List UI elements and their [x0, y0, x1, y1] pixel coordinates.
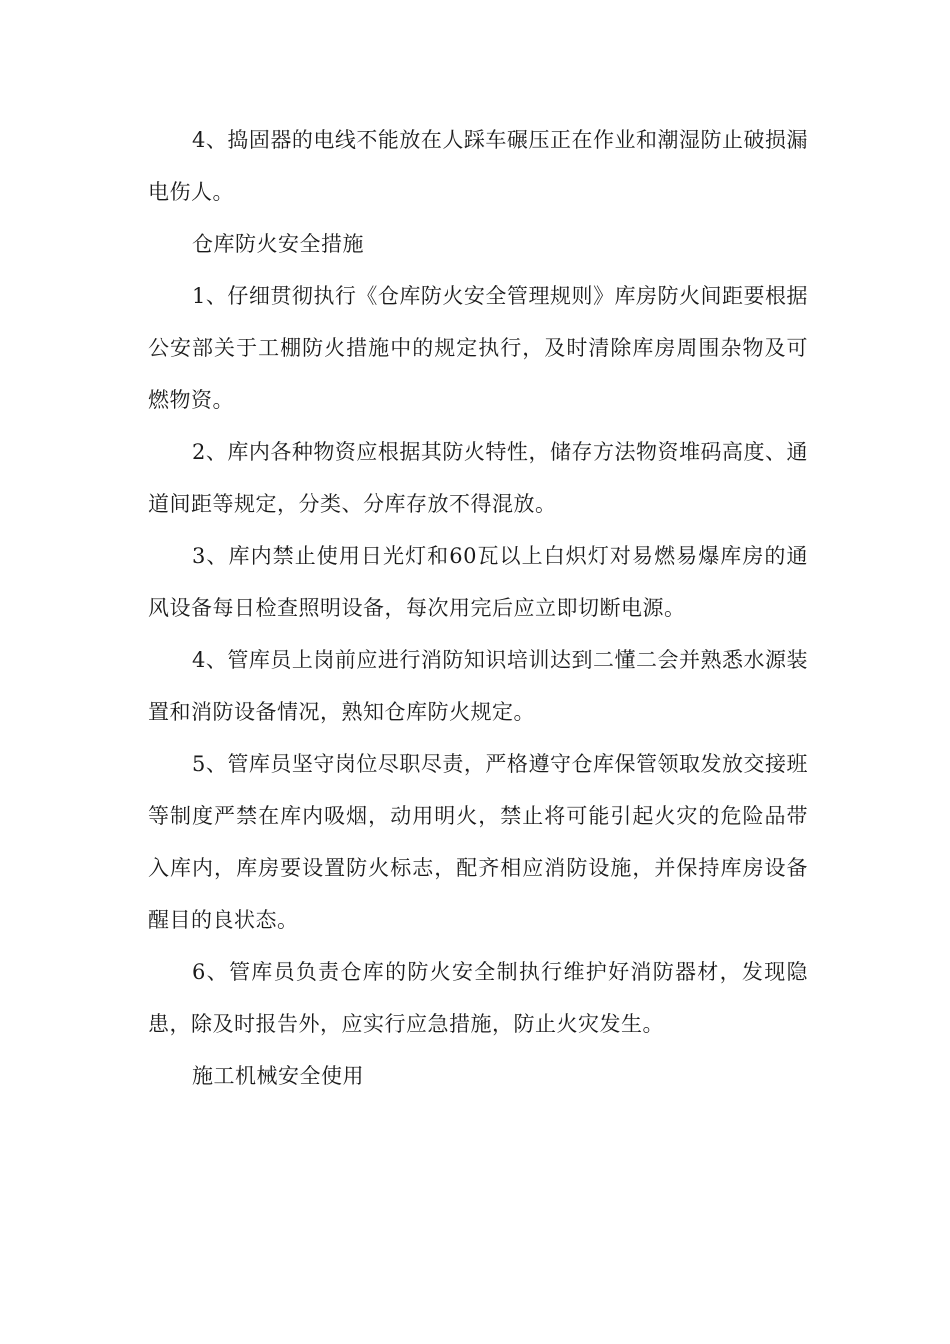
- section-heading-warehouse-fire-safety: 仓库防火安全措施: [192, 232, 364, 256]
- paragraph-item-5: 5、管库员坚守岗位尽职尽责，严格遵守仓库保管领取发放交接班等制度严禁在库内吸烟，动用明火，禁止将可能引起火灾的危险品带入库内，库房要设置防火标志，配齐相应消防设施，并保持库房设备醒目的良状态。: [148, 752, 808, 932]
- paragraph-item-1: 1、仔细贯彻执行《仓库防火安全管理规则》库房防火间距要根据公安部关于工棚防火措施中的规定执行，及时清除库房周围杂物及可燃物资。: [148, 284, 808, 412]
- paragraph-item-2: 2、库内各种物资应根据其防火特性，储存方法物资堆码高度、通道间距等规定，分类、分库存放不得混放。: [148, 440, 808, 516]
- paragraph-tamper-wire: 4、捣固器的电线不能放在人踩车碾压正在作业和潮湿防止破损漏电伤人。: [148, 128, 808, 204]
- paragraph-item-4: 4、管库员上岗前应进行消防知识培训达到二懂二会并熟悉水源装置和消防设备情况，熟知仓库防火规定。: [148, 648, 808, 724]
- paragraph-item-3: 3、库内禁止使用日光灯和60瓦以上白炽灯对易燃易爆库房的通风设备每日检查照明设备，每次用完后应立即切断电源。: [148, 544, 808, 620]
- document-body: [148, 114, 808, 1102]
- paragraph-item-6: 6、管库员负责仓库的防火安全制执行维护好消防器材，发现隐患，除及时报告外，应实行应急措施，防止火灾发生。: [148, 960, 808, 1036]
- section-heading-machinery-safety: 施工机械安全使用: [192, 1064, 364, 1088]
